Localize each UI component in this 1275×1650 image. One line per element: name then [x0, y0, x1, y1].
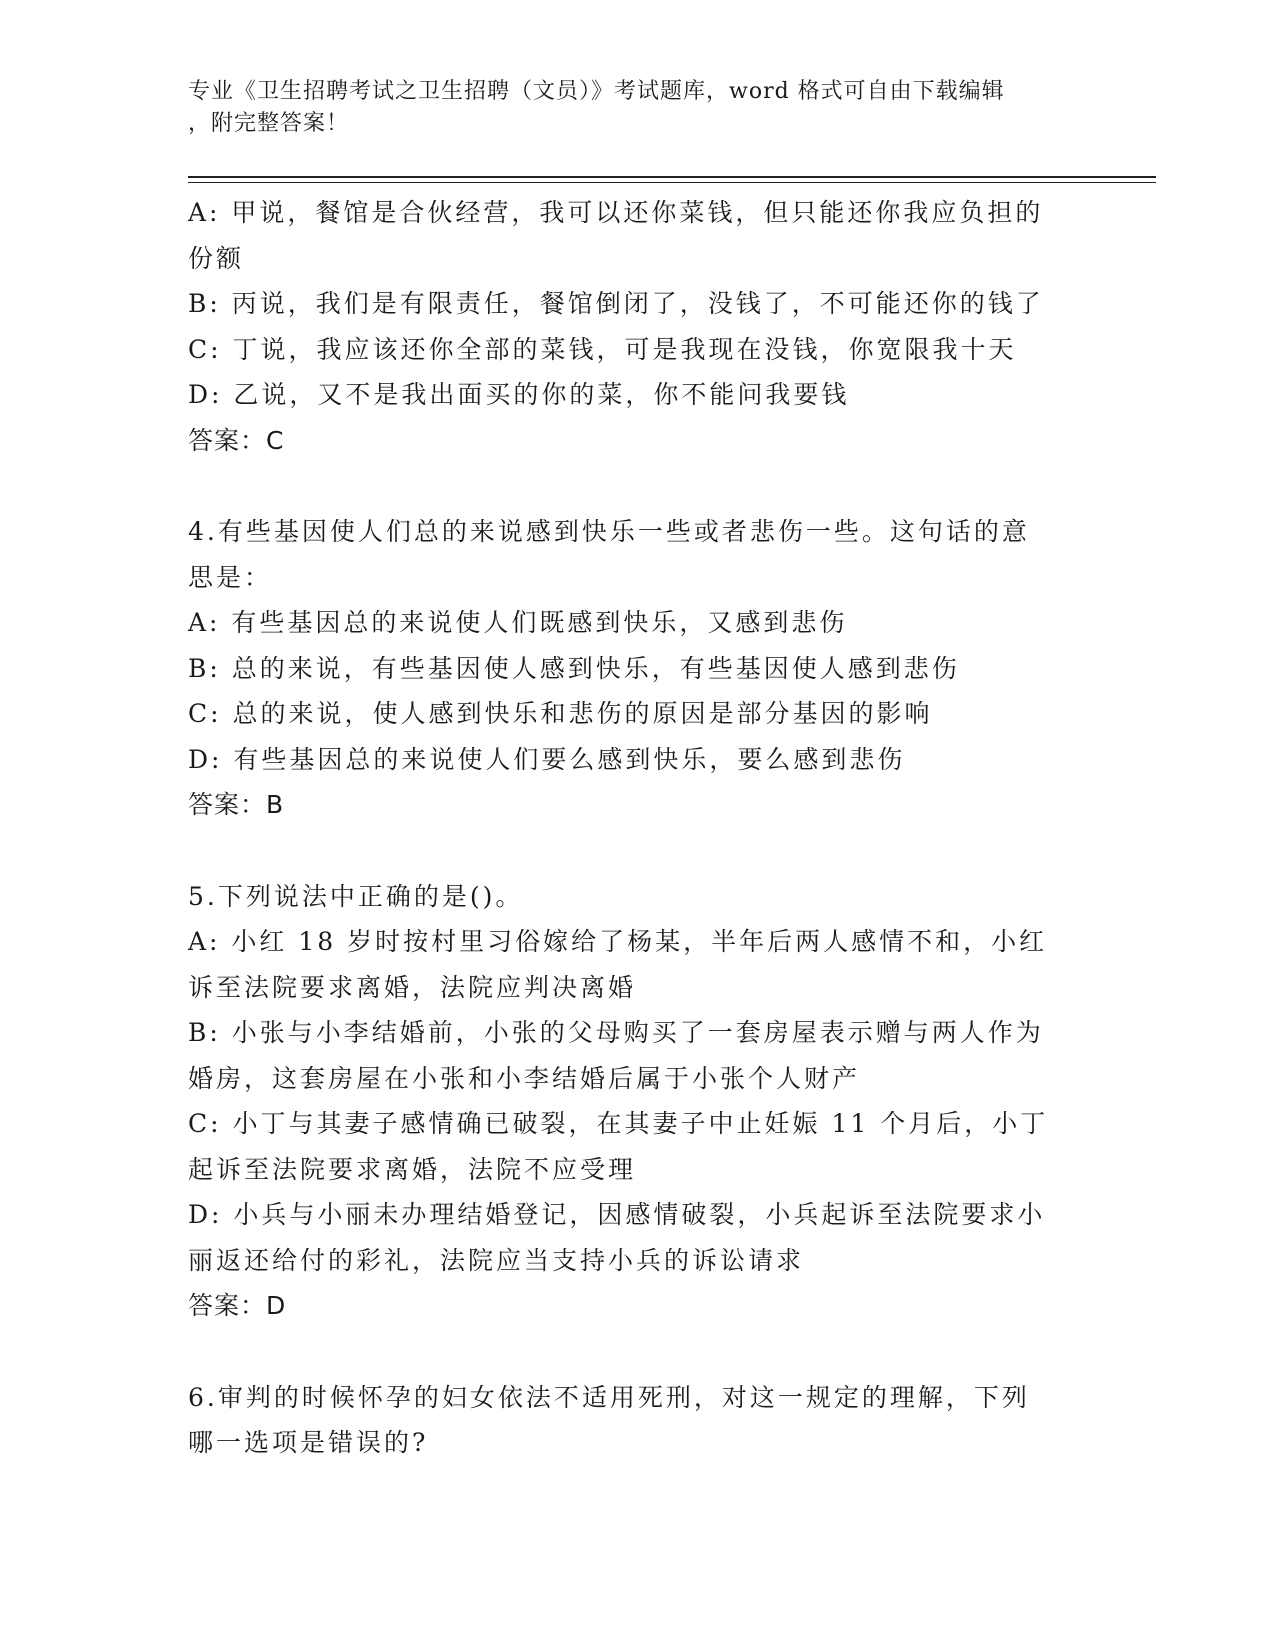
option-d: D: 乙说，又不是我出面买的你的菜，你不能问我要钱	[188, 380, 850, 409]
option-c: C: 总的来说，使人感到快乐和悲伤的原因是部分基因的影响	[188, 699, 933, 728]
answer: 答案：D	[188, 1291, 287, 1320]
question-stem: 4.有些基因使人们总的来说感到快乐一些或者悲伤一些。这句话的意 思是：	[188, 517, 1030, 592]
option-b: B: 小张与小李结婚前，小张的父母购买了一套房屋表示赠与两人作为 婚房，这套房屋在小张和小李结婚后属于小张个人财产	[188, 1018, 1044, 1093]
question-list	[188, 190, 1088, 1466]
answer: 答案：C	[188, 425, 285, 455]
question-4	[188, 509, 1088, 828]
option-a: A: 有些基因总的来说使人们既感到快乐，又感到悲伤	[188, 608, 848, 637]
option-c: C: 小丁与其妻子感情确已破裂，在其妻子中止妊娠 11 个月后，小丁 起诉至法院要求离婚，法院不应受理	[188, 1109, 1049, 1184]
option-c: C: 丁说，我应该还你全部的菜钱，可是我现在没钱，你宽限我十天	[188, 334, 1017, 364]
option-a: A: 甲说，餐馆是合伙经营，我可以还你菜钱，但只能还你我应负担的 份额	[188, 198, 1044, 273]
question-stem: 6.审判的时候怀孕的妇女依法不适用死刑，对这一规定的理解，下列 哪一选项是错误的?	[188, 1382, 1030, 1457]
answer: 答案：B	[188, 790, 285, 819]
header-rule-thin	[188, 182, 1156, 183]
question-3	[188, 190, 1088, 463]
question-stem: 5.下列说法中正确的是()。	[188, 881, 524, 911]
option-b: B: 总的来说，有些基因使人感到快乐，有些基因使人感到悲伤	[188, 653, 960, 683]
document-header	[188, 76, 1088, 140]
header-rule-thick	[188, 176, 1156, 178]
option-d: D: 小兵与小丽未办理结婚登记，因感情破裂，小兵起诉至法院要求小 丽返还给付的彩礼，法院应当支持小兵的诉讼请求	[188, 1200, 1046, 1275]
option-a: A: 小红 18 岁时按村里习俗嫁给了杨某，半年后两人感情不和，小红 诉至法院要求离婚，法院应判决离婚	[188, 927, 1048, 1002]
option-d: D: 有些基因总的来说使人们要么感到快乐，要么感到悲伤	[188, 744, 906, 774]
header-line-2: ，附完整答案！	[188, 111, 350, 136]
option-b: B: 丙说，我们是有限责任，餐馆倒闭了，没钱了，不可能还你的钱了	[188, 289, 1044, 318]
header-line-1: 专业《卫生招聘考试之卫生招聘（文员）》考试题库，word 格式可自由下载编辑	[188, 79, 1005, 104]
question-5	[188, 874, 1088, 1329]
question-6	[188, 1375, 1088, 1466]
